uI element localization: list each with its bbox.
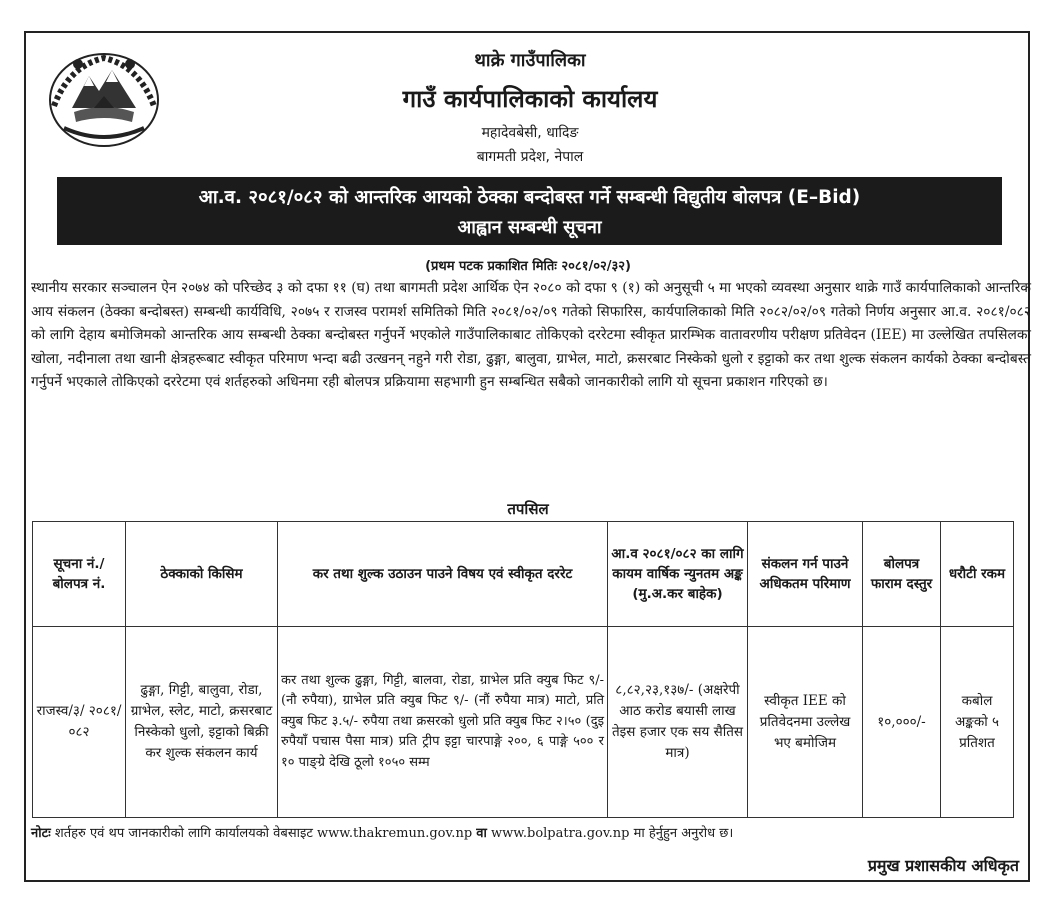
note-text-2: www.bolpatra.gov.np मा हेर्नुहुन अनुरोध छ।: [491, 826, 734, 841]
footer-note: [31, 823, 733, 841]
cell-notice-no: राजस्व/३/ २०८१/ ०८२: [33, 627, 126, 818]
notice-subtitle: आह्वान सम्बन्धी सूचना: [457, 217, 602, 238]
publication-date: (प्रथम पटक प्रकाशित मितिः २०८१/०२/३२): [425, 259, 631, 274]
note-conjunction: वा: [476, 826, 487, 841]
details-table: [32, 521, 1014, 818]
office-location: महादेवबेसी, धादिङ: [481, 125, 579, 141]
cell-max-quantity: स्वीकृत IEE को प्रतिवेदनमा उल्लेख भए बमोजिम: [748, 627, 863, 818]
cell-minimum-amount: ८,८२,२३,१३७/- (अक्षरेपी आठ करोड बयासी लाख तेइस हजार एक सय सैतिस मात्र): [608, 627, 748, 818]
office-province: बागमती प्रदेश, नेपाल: [476, 149, 584, 165]
cell-form-fee: १०,०००/-: [863, 627, 941, 818]
municipality-name: थाक्रे गाउँपालिका: [474, 50, 586, 71]
col-header-contract-type: ठेक्काको किसिम: [126, 522, 278, 627]
notice-title: आ.व. २०८१/०८२ को आन्तरिक आयको ठेक्का बन्दोबस्त गर्ने सम्बन्धी विद्युतीय बोलपत्र (E–Bid): [198, 187, 861, 208]
table-title: तपसिल: [507, 500, 549, 518]
cell-rates: कर तथा शुल्क ढुङ्गा, गिट्टी, बालवा, रोडा, ग्राभेल प्रति क्युब फिट ९/- (नौ रुपैया), ग्राभेल प्रति क्युब फिट ९/- (नौं रुपैया मात्र) माटो, प्रति क्युब फिट ३.५/- रुपैया तथा क्रसरको धुलो प्रति क्युब फिट २।५० (दुइ रुपैयाँ पचास पैसा मात्र) प्रति ट्रीप इट्टा चारपाङ्गे २००, ६ पाङ्गे ५०० र १० पाङ्ग्रे देखि ठूलो १०५० सम्म: [278, 627, 608, 818]
signatory-title: प्रमुख प्रशासकीय अधिकृत: [867, 856, 1019, 875]
table-header-row: [33, 522, 1014, 627]
note-label: नोटः: [31, 826, 51, 841]
nepal-emblem-logo: [44, 46, 164, 150]
office-title: गाउँ कार्यपालिकाको कार्यालय: [402, 85, 658, 113]
col-header-deposit: धरौटी रकम: [941, 522, 1014, 627]
note-text-1: शर्तहरु एवं थप जानकारीको लागि कार्यालयको वेबसाइट www.thakremun.gov.np: [54, 826, 473, 841]
col-header-notice-no: सूचना नं./ बोलपत्र नं.: [33, 522, 126, 627]
cell-deposit: कबोल अङ्कको ५ प्रतिशत: [941, 627, 1014, 818]
col-header-form-fee: बोलपत्र फाराम दस्तुर: [863, 522, 941, 627]
col-header-rates: कर तथा शुल्क उठाउन पाउने विषय एवं स्वीकृत दररेट: [278, 522, 608, 627]
cell-contract-type: ढुङ्गा, गिट्टी, बालुवा, रोडा, ग्राभेल, स्लेट, माटो, क्रसरबाट निस्केको धुलो, इट्टाको बिक्री कर शुल्क संकलन कार्य: [126, 627, 278, 818]
col-header-max-quantity: संकलन गर्न पाउने अधिकतम परिमाण: [748, 522, 863, 627]
col-header-minimum-amount: आ.व २०८१/०८२ का लागि कायम वार्षिक न्युनतम अङ्क (मु.अ.कर बाहेक): [608, 522, 748, 627]
table-row: [33, 627, 1014, 818]
notice-title-banner: [57, 177, 1002, 245]
notice-body-text: स्थानीय सरकार सञ्चालन ऐन २०७४ को परिच्छेद ३ को दफा ११ (घ) तथा बागमती प्रदेश आर्थिक ऐन २०८० को दफा ९ (१) को अनुसूची ५ मा भएको व्यवस्था अनुसार थाक्रे गाउँ कार्यपालिकाको आन्तरिक आय संकलन (ठेक्का बन्दोबस्त) सम्बन्धी कार्यविधि, २०७५ र राजस्व परामर्श समितिको मिति २०८१/०२/०९ गतेको सिफारिस, कार्यपालिकाको मिति २०८२/०२/०९ गतेको निर्णय अनुसार आ.व. २०८१/०८२ को लागि देहाय बमोजिमको आन्तरिक आय सम्बन्धी ठेक्का बन्दोबस्त गर्नुपर्ने भएकोले गाउँपालिकाबाट तोकिएको दररेटमा स्वीकृत प्रारम्भिक वातावरणीय परीक्षण प्रतिवेदन (IEE) मा उल्लेखित तपसिलका खोला, नदीनाला तथा खानी क्षेत्रहरूबाट स्वीकृत परिमाण भन्दा बढी उत्खनन् नहुने गरी रोडा, ढुङ्गा, बालुवा, ग्राभेल, माटो, क्रसरबाट निस्केको धुलो र इट्टाको कर तथा शुल्क संकलन कार्यको ठेक्का बन्दोबस्त गर्नुपर्ने भएकाले तोकिएको दररेटमा एवं शर्तहरुको अधिनमा रही बोलपत्र प्रक्रियामा सहभागी हुन सम्बन्धित सबैको जानकारीको लागि यो सूचना प्रकाशन गरिएको छ।: [31, 280, 1032, 390]
